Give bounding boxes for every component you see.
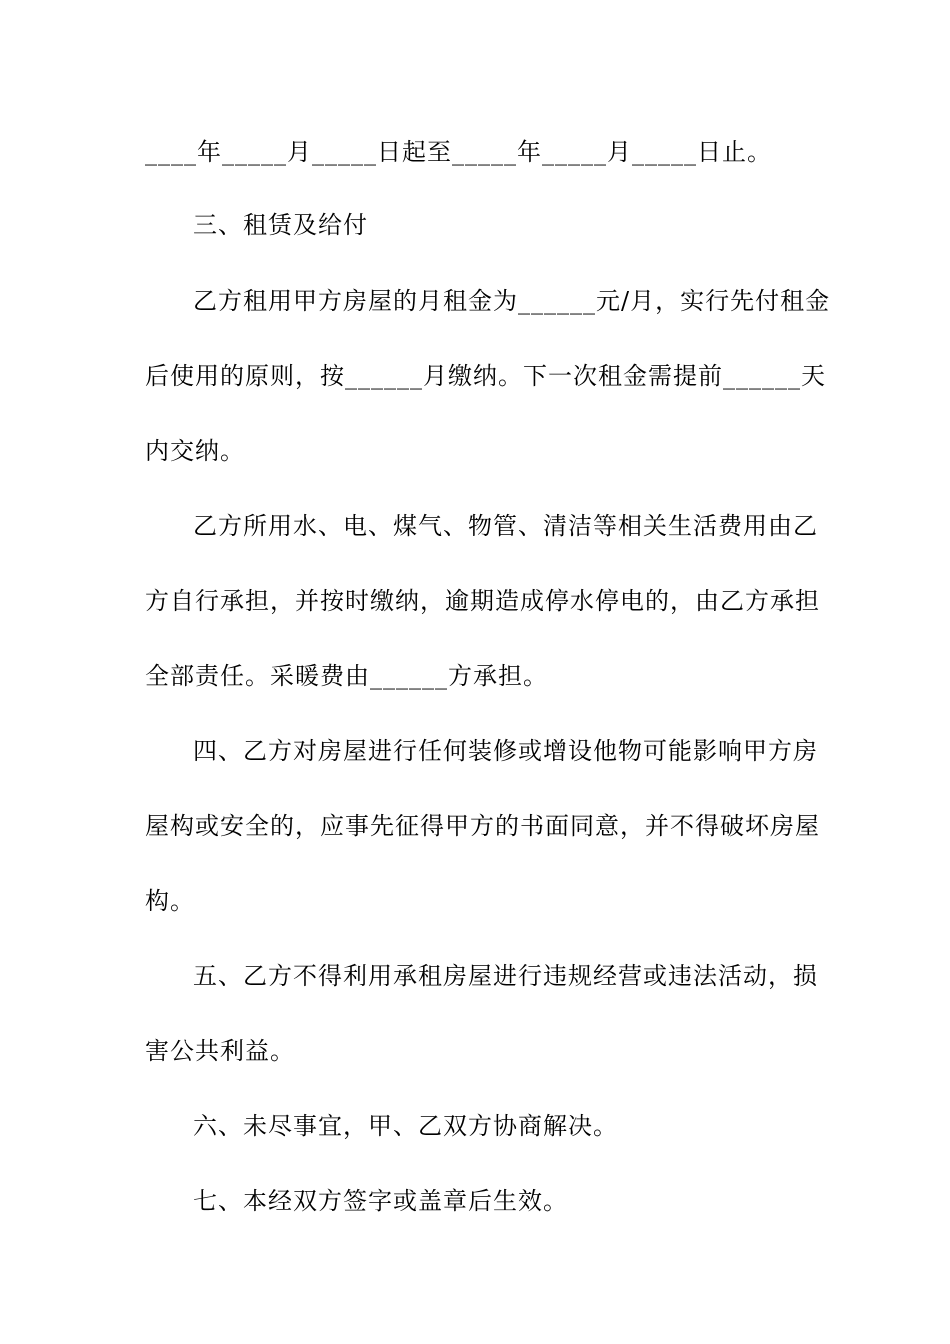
section-four-line-2: 屋构或安全的，应事先征得甲方的书面同意，并不得破坏房屋: [145, 812, 820, 840]
text-line-6: 乙方所用水、电、煤气、物管、清洁等相关生活费用由乙: [193, 512, 818, 540]
text-line-5: 内交纳。: [145, 437, 245, 465]
text-line-7: 方自行承担，并按时缴纳，逾期造成停水停电的，由乙方承担: [145, 587, 820, 615]
text-line-8: 全部责任。采暖费由______方承担。: [145, 662, 548, 690]
section-seven: 七、本经双方签字或盖章后生效。: [193, 1187, 568, 1215]
section-six: 六、未尽事宜，甲、乙双方协商解决。: [193, 1112, 618, 1140]
text-line-1: ____年_____月_____日起至_____年_____月_____日止。: [145, 138, 772, 166]
text-line-4: 后使用的原则，按______月缴纳。下一次租金需提前______天: [145, 362, 826, 390]
section-five-line-1: 五、乙方不得利用承租房屋进行违规经营或违法活动，损: [193, 962, 818, 990]
section-heading-rent-payment: 三、租赁及给付: [193, 211, 368, 239]
text-line-3: 乙方租用甲方房屋的月租金为______元/月，实行先付租金: [193, 287, 831, 315]
section-five-line-2: 害公共利益。: [145, 1037, 295, 1065]
section-four-line-1: 四、乙方对房屋进行任何装修或增设他物可能影响甲方房: [193, 737, 818, 765]
section-four-line-3: 构。: [145, 887, 195, 915]
